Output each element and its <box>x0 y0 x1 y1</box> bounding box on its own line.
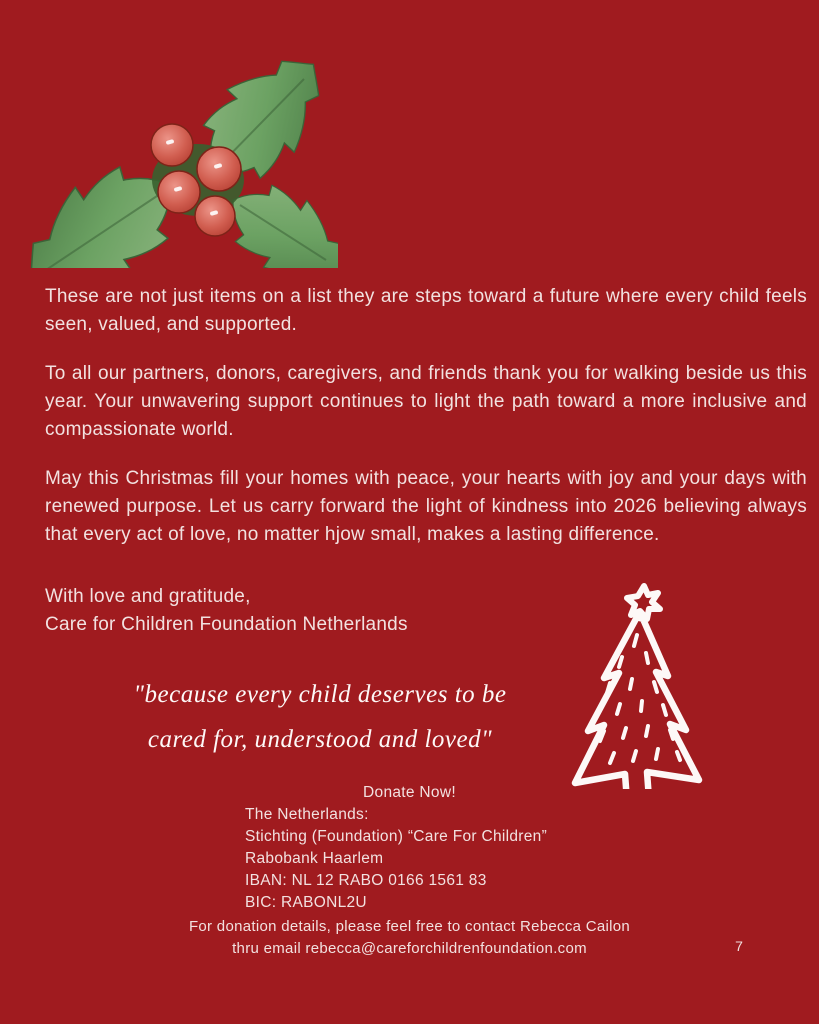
body-text <box>45 283 807 570</box>
body-paragraph: May this Christmas fill your homes with peace, your hearts with joy and your days with renewed purpose. Let us carry forward the light of kindness into 2026 believing always that every act of love, no matter hjow small, makes a lasting difference. <box>45 468 807 545</box>
donation-iban: IBAN: NL 12 RABO 0166 1561 83 <box>245 872 487 889</box>
quote-block <box>120 672 520 762</box>
signature-line: With love and gratitude, <box>45 586 251 607</box>
donation-foundation-name: Stichting (Foundation) “Care For Children” <box>245 828 548 845</box>
body-paragraph: To all our partners, donors, caregivers, and friends thank you for walking beside us this year. Your unwavering support continues to light the path toward a more inclusive and compassionate world. <box>45 363 807 440</box>
contact-email-line: thru email rebecca@careforchildrenfoundation.com <box>232 940 587 957</box>
quote-line: "because every child deserves to be <box>133 681 507 708</box>
quote-line: cared for, understood and loved" <box>147 726 493 753</box>
page-number: 7 <box>735 938 743 954</box>
body-paragraph: These are not just items on a list they are steps toward a future where every child feels seen, valued, and supported. <box>45 286 807 335</box>
contact-line: For donation details, please feel free to contact Rebecca Cailon <box>188 918 631 935</box>
christmas-tree-illustration <box>570 583 706 789</box>
holly-berries-illustration <box>8 22 338 268</box>
donation-bic: BIC: RABONL2U <box>245 894 367 911</box>
donation-bank-name: Rabobank Haarlem <box>245 850 384 867</box>
signature-block <box>45 583 605 639</box>
signature-organization: Care for Children Foundation Netherlands <box>45 614 408 635</box>
donation-country-label: The Netherlands: <box>245 806 369 823</box>
donate-heading: Donate Now! <box>363 784 456 801</box>
contact-note <box>0 916 819 960</box>
donation-details <box>245 804 665 914</box>
